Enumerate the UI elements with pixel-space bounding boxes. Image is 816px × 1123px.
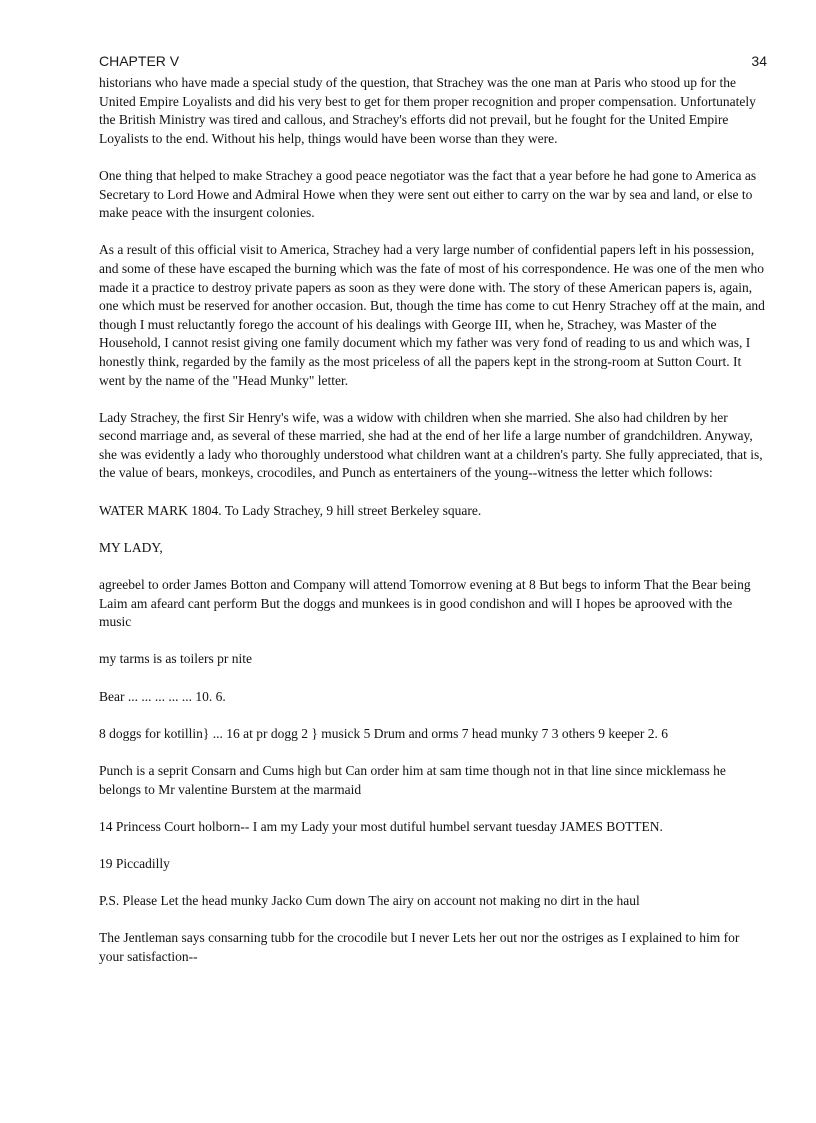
page-header [99, 52, 767, 74]
letter-bear-price: Bear ... ... ... ... ... 10. 6. [99, 688, 226, 704]
paragraph-loyalists: historians who have made a special study of the question, that Strachey was the one man at Paris who stood up for the United Empire Loyalists and did his very best to get for them proper recognition and proper compensation. Unfortunately the British Ministry was tired and callous, and Strachey's efforts did not prevail, but he fought for the United Empire Loyalists to the end. Without his help, things would have been worse than they were. [99, 75, 756, 146]
paragraph-peace-negotiator: One thing that helped to make Strachey a good peace negotiator was the fact that a year before he had gone to America as Secretary to Lord Howe and Admiral Howe when they were sent out either to carry on the war by sea and land, or else to make peace with the insurgent colonies. [99, 167, 757, 221]
letter-address: 19 Piccadilly [99, 855, 170, 871]
letter-watermark: WATER MARK 1804. To Lady Strachey, 9 hill street Berkeley square. [99, 502, 482, 518]
page-body [99, 74, 767, 967]
page-number: 34 [751, 53, 767, 69]
letter-closing-note: The Jentleman says consarning tubb for the crocodile but I never Lets her out nor the ostriges as I explained to him for your satisfaction-- [99, 930, 740, 964]
letter-postscript: P.S. Please Let the head munky Jacko Cum down The airy on account not making no dirt in the haul [99, 893, 640, 909]
letter-punch-note: Punch is a seprit Consarn and Cums high but Can order him at sam time though not in that line since micklemass he belongs to Mr valentine Burstem at the marmaid [99, 762, 726, 797]
letter-signature: 14 Princess Court holborn-- I am my Lady your most dutiful humbel servant tuesday JAMES BOTTEN. [99, 818, 663, 834]
letter-body: agreebel to order James Botton and Company will attend Tomorrow evening at 8 But begs to inform That the Bear being Laim am afeard cant perform But the doggs and munkees is in good condishon and will I hopes be aprooved with the music [99, 577, 751, 630]
letter-terms: my tarms is as toilers pr nite [99, 651, 252, 667]
document-page [99, 52, 767, 985]
paragraph-american-papers: As a result of this official visit to America, Strachey had a very large number of confidential papers left in his possession, and some of these have escaped the burning which was the fate of most of his correspondence. He was one of the men who made it a practice to destroy private papers as soon as they were done with. The story of these American papers is, again, one which must be reserved for another occasion. But, though the time has come to cut Henry Strachey off at the main, and though I must reluctantly forego the account of his dealings with George III, when he, Strachey, was Master of the Household, I cannot resist giving one family document which my father was very fond of reading to us and which was, I honestly think, regarded by the family as the most priceless of all the papers kept in the strong-room at Sutton Court. It went by the name of the "Head Munky" letter. [99, 242, 765, 388]
paragraph-lady-strachey: Lady Strachey, the first Sir Henry's wife, was a widow with children when she married. She also had children by her second marriage and, as several of these married, she had at the end of her life a large number of grandchildren. Anyway, she was evidently a lady who thoroughly understood what children want at a children's party. She fully appreciated, that is, the value of bears, monkeys, crocodiles, and Punch as entertainers of the young--witness the letter which follows: [99, 409, 763, 481]
letter-itemized-prices: 8 doggs for kotillin} ... 16 at pr dogg 2 } musick 5 Drum and orms 7 head munky 7 3 others 9 keeper 2. 6 [99, 725, 669, 741]
letter-salutation: MY LADY, [99, 539, 163, 555]
chapter-title: CHAPTER V [99, 53, 180, 69]
